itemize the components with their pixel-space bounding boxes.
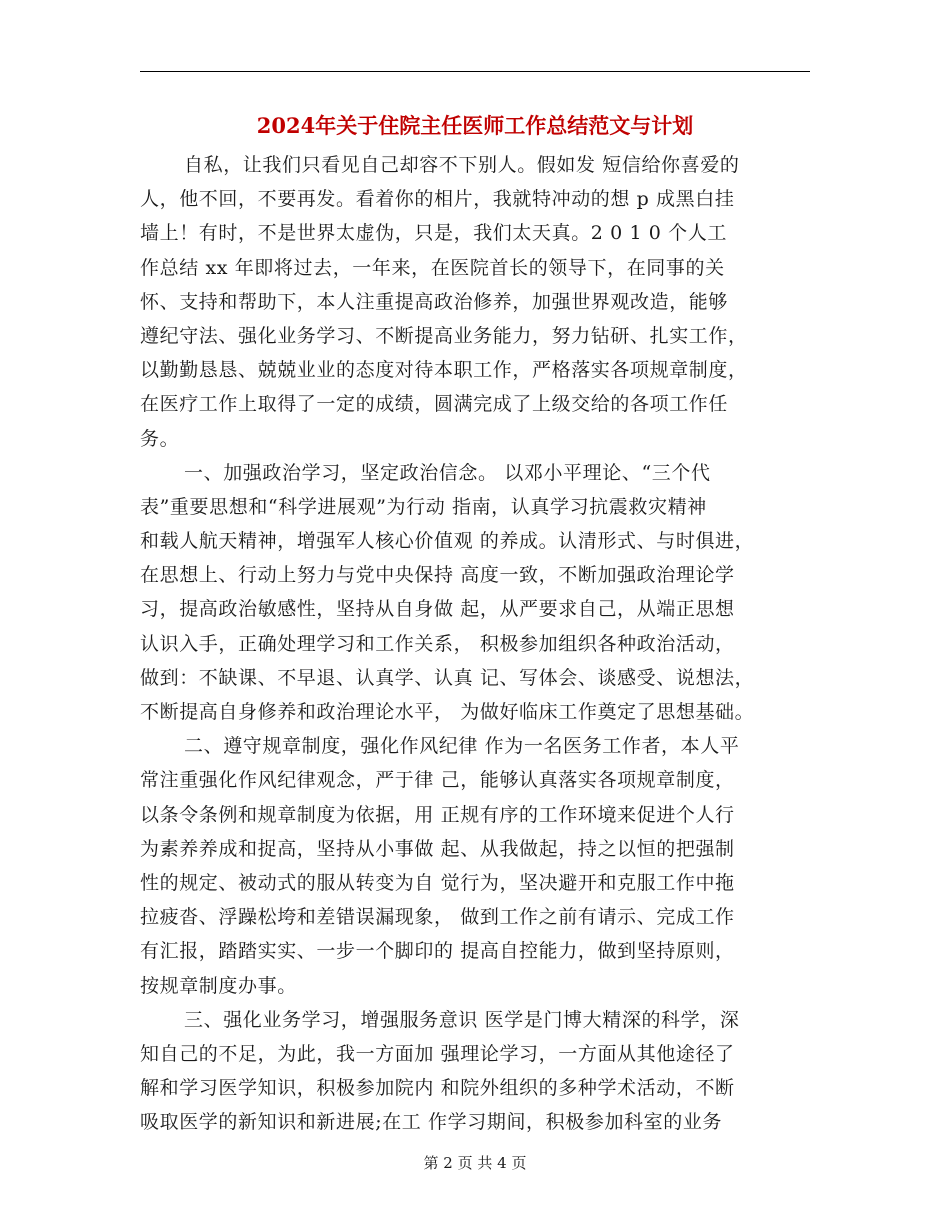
text-line: 拉疲沓、浮躁松垮和差错误漏现象， 做到工作之前有请示、完成工作 (140, 906, 735, 929)
text-line: 解和学习医学知识，积极参加院内 和院外组织的多种学术活动，不断 (140, 1077, 735, 1100)
text-line: 怀、支持和帮助下，本人注重提高政治修养，加强世界观改造，能够 (140, 290, 729, 313)
document-body (140, 148, 810, 1139)
text-line: 自私，让我们只看见自己却容不下别人。假如发 短信给你喜爱的 (184, 154, 740, 176)
header-rule (140, 71, 810, 72)
paragraph-section-3 (140, 1003, 810, 1140)
text-line: 务。 (140, 427, 180, 450)
paragraph-section-2 (140, 729, 810, 1003)
text-line: 在思想上、行动上努力与党中央保持 高度一致，不断加强政治理论学 (140, 564, 735, 587)
text-line: 遵纪守法、强化业务学习、不断提高业务能力，努力钻研、扎实工作， (140, 324, 748, 347)
section-heading-line: 二、遵守规章制度，强化作风纪律 作为一名医务工作者，本人平 (184, 735, 740, 758)
text-line: 在医疗工作上取得了一定的成绩，圆满完成了上级交给的各项工作任 (140, 393, 729, 416)
paragraph-intro (140, 148, 810, 456)
text-line: 吸取医学的新知识和新进展;在工 作学习期间，积极参加科室的业务 (140, 1111, 723, 1134)
paragraph-section-1 (140, 456, 810, 730)
text-line: 习，提高政治敏感性，坚持从自身做 起，从严要求自己，从端正思想 (140, 598, 735, 621)
text-line: 有汇报，踏踏实实、一步一个脚印的 提高自控能力，做到坚持原则， (140, 940, 735, 963)
section-heading-line: 一、加强政治学习，坚定政治信念。 以邓小平理论、“三个代 (184, 461, 711, 484)
text-line: 表”重要思想和“科学进展观”为行动 指南，认真学习抗震救灾精神 (140, 495, 707, 518)
text-line: 按规章制度办事。 (140, 974, 297, 997)
text-line: 性的规定、被动式的服从转变为自 觉行为，坚决避开和克服工作中拖 (140, 871, 735, 894)
document-title: 2024年关于住院主任医师工作总结范文与计划 (256, 113, 694, 138)
text-line: 常注重强化作风纪律观念，严于律 己，能够认真落实各项规章制度， (140, 769, 735, 792)
text-line: 以条令条例和规章制度为依据，用 正规有序的工作环境来促进个人行 (140, 803, 735, 826)
text-line: 不断提高自身修养和政治理论水平， 为做好临床工作奠定了思想基础。 (140, 701, 755, 723)
text-line: 为素养养成和捉高，坚持从小事做 起、从我做起，持之以恒的把强制 (140, 837, 735, 860)
section-heading-line: 三、强化业务学习，增强服务意识 医学是门博大精深的科学，深 (184, 1008, 740, 1031)
text-line: 人，他不回，不要再发。看着你的相片，我就特冲动的想 p 成黑白挂 (140, 188, 735, 211)
text-line: 作总结 xx 年即将过去，一年来，在医院首长的领导下，在同事的关 (140, 256, 725, 279)
text-line: 知自己的不足，为此，我一方面加 强理论学习，一方面从其他途径了 (140, 1042, 735, 1065)
page-footer: 第 2 页 共 4 页 (423, 1154, 527, 1172)
text-line: 以勤勤恳恳、兢兢业业的态度对待本职工作，严格落实各项规章制度， (140, 359, 748, 382)
text-line: 认识入手，正确处理学习和工作关系， 积极参加组织各种政治活动， (140, 632, 735, 655)
text-line: 做到：不缺课、不早退、认真学、认真 记、写体会、谈感受、说想法， (140, 666, 755, 689)
text-line: 墙上！有时，不是世界太虚伪，只是，我们太天真。2 0 1 0 个人工 (140, 222, 727, 245)
text-line: 和载人航天精神，增强军人核心价值观 的养成。认清形式、与时俱进， (140, 530, 755, 553)
